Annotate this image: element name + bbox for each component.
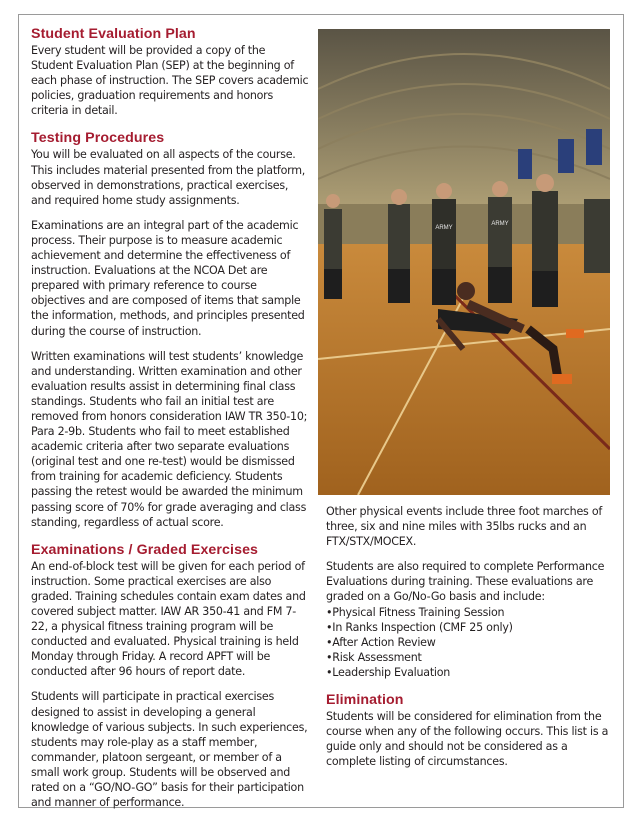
exams-paragraph-2: Students will participate in practical exercises designed to assist in developing a general knowledge of various subjects. In such experiences, students may role-play as a staff member, commander, platoon sergeant, or member of a small work group. Students will be observed and rated on a “GO/NO-GO” basis for their participation and manner of performance. bbox=[31, 690, 308, 810]
list-item: • Leadership Evaluation bbox=[326, 665, 612, 680]
gym-floor bbox=[318, 244, 610, 495]
shirt-text: ARMY bbox=[435, 225, 453, 231]
list-item: • Physical Fitness Training Session bbox=[326, 605, 612, 620]
shirt-text: ARMY bbox=[491, 221, 509, 227]
exams-heading: Examinations / Graded Exercises bbox=[31, 541, 259, 558]
list-item: • After Action Review bbox=[326, 635, 612, 650]
gym-training-photo bbox=[318, 29, 610, 495]
testing-paragraph-2: Examinations are an integral part of the academic process. Their purpose is to measure academic achievement and determine the effectiveness of instruction. Evaluations at the NCOA Det are prepared with primary reference to course objectives and are composed of items that sample the information, methods, and principles presented during the course of instruction. bbox=[31, 218, 305, 338]
right-column bbox=[326, 504, 612, 769]
elimination-heading: Elimination bbox=[326, 692, 404, 709]
sep-heading: Student Evaluation Plan bbox=[31, 26, 196, 42]
exams-paragraph-1: An end-of-block test will be given for each period of instruction. Some practical exercises are also graded. Training schedules contain exam dates and covered subject matter. IAW AR 350-41 and FM 7-22, a physical fitness training program will be conducted and evaluated. Physical training is held Monday through Friday. A record APFT will be conducted after 96 hours of report date. bbox=[31, 559, 306, 679]
sep-paragraph: Every student will be provided a copy of the Student Evaluation Plan (SEP) at the beginning of each phase of instruction. The SEP covers academic policies, graduation requirements and honors criteria in detail. bbox=[31, 44, 309, 118]
banner bbox=[518, 149, 532, 179]
banner bbox=[558, 139, 574, 173]
testing-heading: Testing Procedures bbox=[31, 130, 165, 147]
physical-events-paragraph: Other physical events include three foot marches of three, six and nine miles with 35lbs rucks and an FTX/STX/MOCEX. bbox=[326, 505, 603, 549]
list-item: • In Ranks Inspection (CMF 25 only) bbox=[326, 620, 612, 635]
left-column bbox=[31, 26, 309, 810]
banner bbox=[586, 129, 602, 165]
list-item: • Risk Assessment bbox=[326, 650, 612, 665]
elimination-paragraph: Students will be considered for elimination from the course when any of the following occurs. This list is a guide only and should not be considered as a complete listing of circumstances. bbox=[326, 710, 609, 769]
ceiling bbox=[318, 29, 610, 229]
testing-paragraph-1: You will be evaluated on all aspects of the course. This includes material presented from the platform, observed in demonstrations, practical exercises, and required home study assignments. bbox=[31, 148, 306, 207]
performance-evaluations-paragraph: Students are also required to complete Performance Evaluations during training. These evaluations are graded on a Go/No-Go basis and include: bbox=[326, 560, 605, 604]
evaluation-list bbox=[326, 605, 612, 680]
testing-paragraph-3: Written examinations will test students’ knowledge and understanding. Written examination and other evaluation results assist in determining final class standings. Students who fail an initial test are removed from honors consideration IAW TR 350-10; Para 2-9b. Students who fail to meet established academic criteria after two separate evaluations (original test and one re-test) would be dismissed from training for academic deficiency. Students passing the retest would be awarded the minimum passing score of 70% for grade averaging and class standing, regardless of actual score. bbox=[31, 349, 308, 529]
